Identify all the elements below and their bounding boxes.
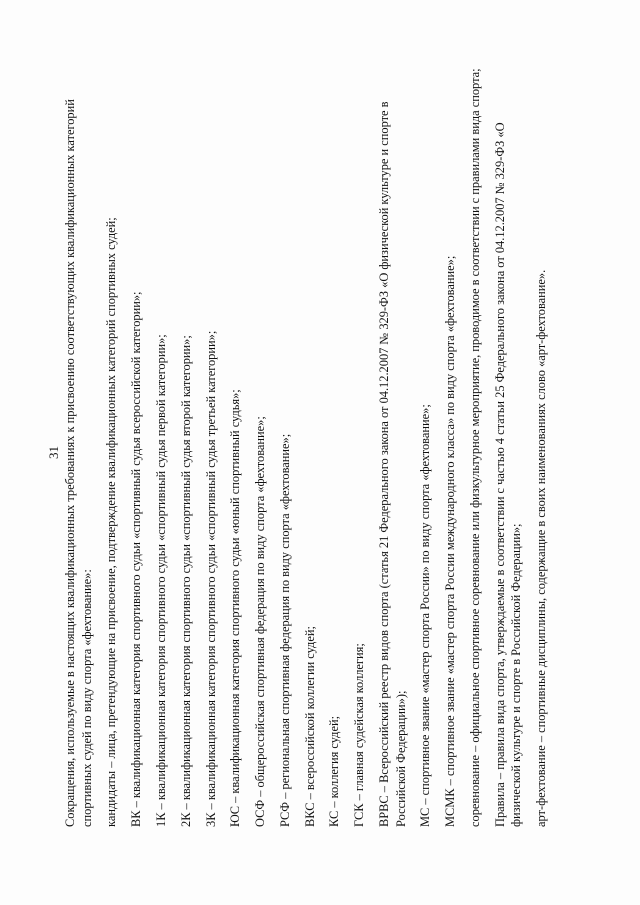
paragraph-yus: ЮС – квалификационная категория спортивного судьи «юный спортивный судья»;: [228, 389, 243, 827]
paragraph-vks: ВКС – всероссийской коллегии судей;: [302, 626, 317, 827]
paragraph-art-fencing: арт-фехтование – спортивные дисциплины, содержащие в своих наименованиях слово «арт-фехтование».: [534, 269, 549, 827]
paragraph-intro: Сокращения, используемые в настоящих квалификационных требованиях к присвоению соответствующих квалификационных категорий спортивных судей по виду спорта «фехтование»:: [63, 99, 94, 827]
paragraph-vk: ВК – квалификационная категория спортивного судьи «спортивный судья всероссийской категории»;: [129, 291, 144, 827]
paragraph-rules: Правила – правила вида спорта, утверждаемые в соответствии с частью 4 статьи 25 Федерального закона от 04.12.2007 № 329-ФЗ «О физической культуре и спорте в Российской Федерации»;: [492, 122, 524, 827]
paragraph-rsf: РСФ – региональная спортивная федерация по виду спорта «фехтование»;: [277, 433, 292, 827]
paragraph-ks: КС – коллегия судей;: [327, 715, 342, 827]
paragraph-osf: ОСФ – общероссийская спортивная федерация по виду спорта «фехтование»;: [253, 416, 268, 827]
paragraph-gsk: ГСК – главная судейская коллегия;: [352, 643, 367, 827]
document-body: [62, 67, 558, 827]
paragraph-3k: 3К – квалификационная категория спортивного судьи «спортивный судья третьей категории»;: [203, 330, 218, 827]
paragraph-competition: соревнование – официальное спортивное соревнование или физкультурное мероприятие, проводимое в соответствии с правилами вида спорта;: [467, 68, 482, 827]
paragraph-vrvs: ВРВС – Всероссийский реестр видов спорта (статья 21 Федерального закона от 04.12.2007 № 329-ФЗ «О физической культуре и спорте в Российской Федерации»);: [376, 101, 408, 827]
paragraph-ms: МС – спортивное звание «мастер спорта России» по виду спорта «фехтование»;: [418, 404, 433, 827]
page-number: 31: [46, 446, 61, 459]
paragraph-msmk: МСМК – спортивное звание «мастер спорта России международного класса» по виду спорта «фехтование»;: [443, 255, 458, 827]
paragraph-2k: 2К – квалификационная категория спортивного судьи «спортивный судья второй категории»;: [178, 335, 193, 827]
paragraph-candidates: кандидаты – лица, претендующие на присвоение, подтверждение квалификационных категорий спортивных судей;: [104, 217, 119, 827]
paragraph-1k: 1К – квалификационная категория спортивного судьи «спортивный судья первой категории»;: [153, 334, 168, 827]
